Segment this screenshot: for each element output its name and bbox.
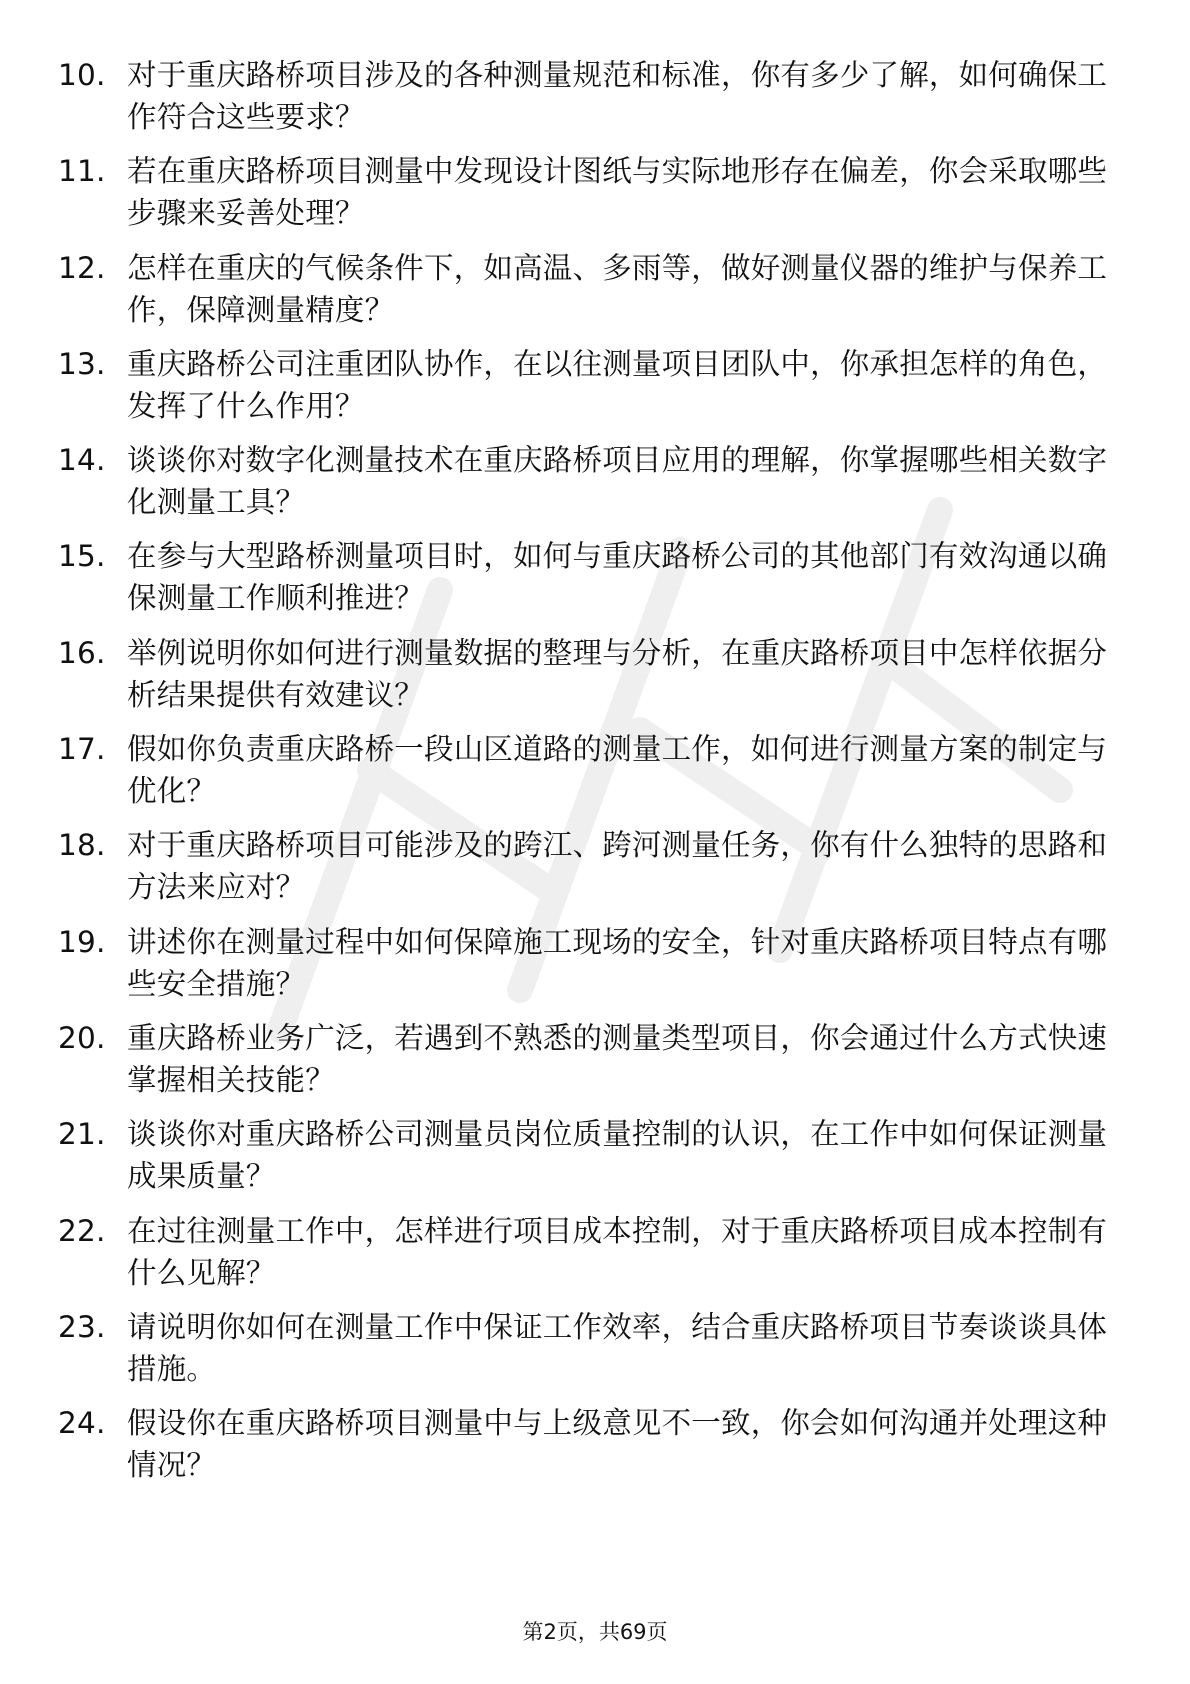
question-number: 18. [58, 828, 106, 863]
question-text: 对于重庆路桥项目涉及的各种测量规范和标准，你有多少了解，如何确保工作符合这些要求？ [127, 58, 1108, 134]
question-number: 10. [58, 58, 106, 92]
list-item [58, 343, 1118, 427]
question-number: 17. [58, 732, 106, 767]
question-text: 对于重庆路桥项目可能涉及的跨江、跨河测量任务，你有什么独特的思路和方法来应对？ [127, 828, 1108, 905]
list-item [58, 824, 1118, 908]
question-text: 怎样在重庆的气候条件下，如高温、多雨等，做好测量仪器的维护与保养工作，保障测量精度？ [127, 250, 1108, 327]
question-number: 15. [58, 539, 106, 574]
question-text: 讲述你在测量过程中如何保障施工现场的安全，针对重庆路桥项目特点有哪些安全措施？ [127, 924, 1108, 1001]
list-item [58, 632, 1118, 716]
question-text: 重庆路桥公司注重团队协作，在以往测量项目团队中，你承担怎样的角色，发挥了什么作用？ [127, 346, 1108, 423]
question-text: 重庆路桥业务广泛，若遇到不熟悉的测量类型项目，你会通过什么方式快速掌握相关技能？ [127, 1020, 1108, 1097]
list-item [58, 150, 1118, 234]
list-item [58, 1402, 1118, 1486]
list-item [58, 921, 1118, 1005]
list-item [58, 1210, 1118, 1294]
question-text: 假如你负责重庆路桥一段山区道路的测量工作，如何进行测量方案的制定与优化？ [127, 732, 1108, 809]
question-number: 19. [58, 924, 106, 959]
question-text: 若在重庆路桥项目测量中发现设计图纸与实际地形存在偏差，你会采取哪些步骤来妥善处理？ [127, 154, 1108, 231]
list-item [58, 1113, 1118, 1197]
list-item [58, 54, 1118, 138]
question-text: 在参与大型路桥测量项目时，如何与重庆路桥公司的其他部门有效沟通以确保测量工作顺利推进？ [127, 539, 1108, 616]
list-item [58, 1017, 1118, 1101]
question-text: 请说明你如何在测量工作中保证工作效率，结合重庆路桥项目节奏谈谈具体措施。 [127, 1309, 1108, 1386]
page-footer [0, 1618, 1190, 1646]
list-item [58, 535, 1118, 619]
question-number: 21. [58, 1117, 106, 1152]
question-number: 24. [58, 1406, 106, 1441]
question-number: 13. [58, 346, 106, 381]
question-list [58, 54, 1118, 1498]
question-number: 16. [58, 635, 106, 670]
question-number: 14. [58, 443, 106, 478]
list-item [58, 439, 1118, 523]
list-item [58, 728, 1118, 812]
question-number: 11. [58, 154, 106, 189]
question-text: 谈谈你对重庆路桥公司测量员岗位质量控制的认识，在工作中如何保证测量成果质量？ [127, 1117, 1108, 1194]
question-text: 举例说明你如何进行测量数据的整理与分析，在重庆路桥项目中怎样依据分析结果提供有效建议？ [127, 635, 1108, 712]
question-number: 23. [58, 1309, 106, 1344]
question-text: 在过往测量工作中，怎样进行项目成本控制，对于重庆路桥项目成本控制有什么见解？ [127, 1213, 1108, 1290]
page-number-label: 第2页，共69页 [522, 1620, 668, 1644]
question-text: 谈谈你对数字化测量技术在重庆路桥项目应用的理解，你掌握哪些相关数字化测量工具？ [127, 443, 1108, 520]
question-number: 20. [58, 1020, 106, 1055]
list-item [58, 1306, 1118, 1390]
question-number: 22. [58, 1213, 106, 1248]
question-number: 12. [58, 250, 106, 285]
list-item [58, 247, 1118, 331]
question-text: 假设你在重庆路桥项目测量中与上级意见不一致，你会如何沟通并处理这种情况？ [127, 1406, 1108, 1483]
